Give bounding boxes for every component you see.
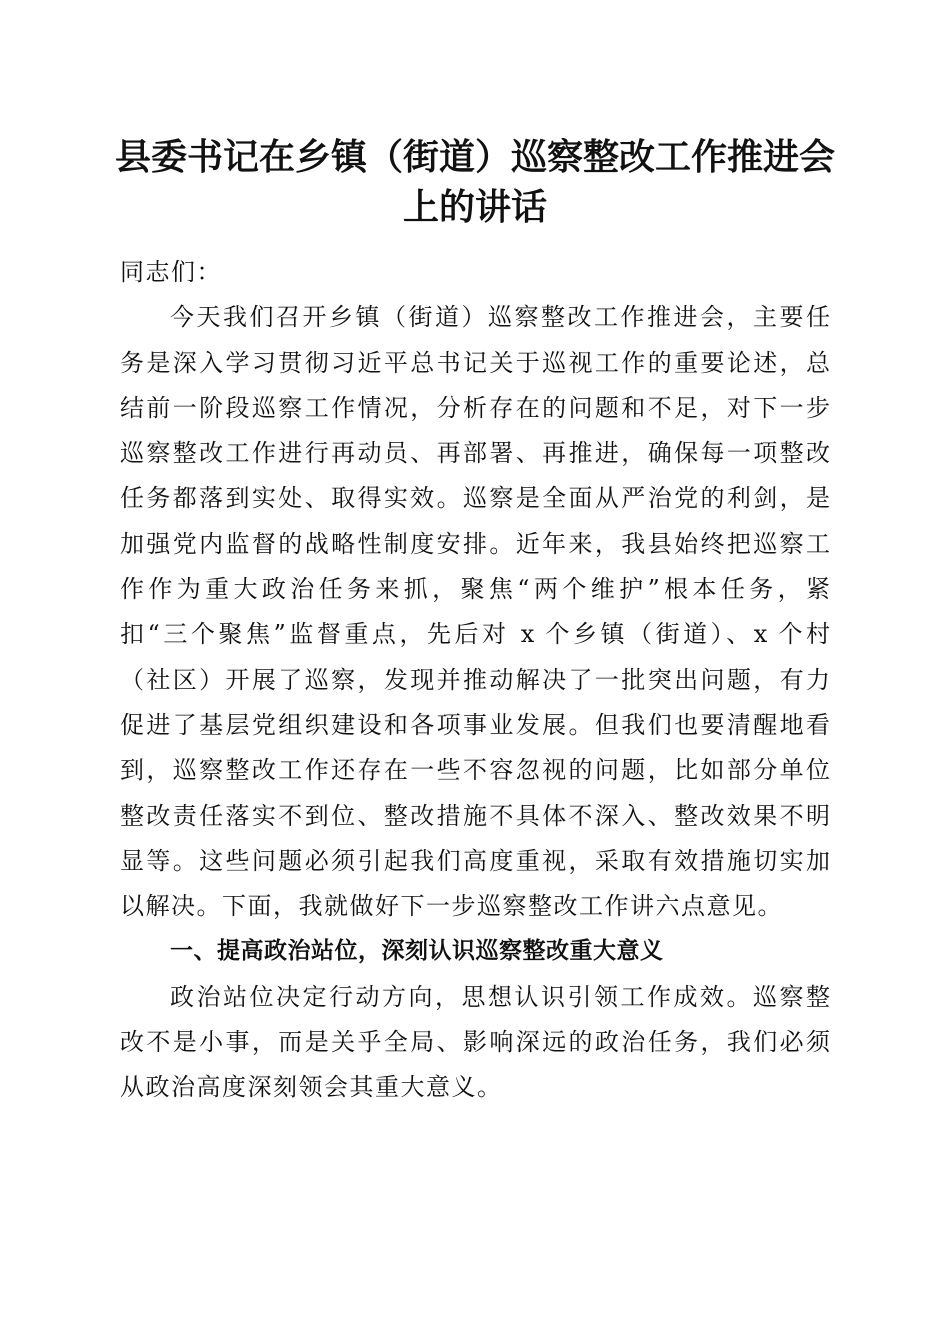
document-title: [110, 132, 840, 232]
paragraph-line: 到，巡察整改工作还存在一些不容忽视的问题，比如部分单位: [120, 756, 830, 785]
paragraph-line: 作作为重大政治任务来抓，聚焦“两个维护”根本任务，紧: [120, 575, 830, 604]
document-body: [120, 250, 830, 1111]
paragraph-line: 加强党内监督的战略性制度安排。近年来，我县始终把巡察工: [120, 529, 830, 558]
paragraph-line: 巡察整改工作进行再动员、再部署、再推进，确保每一项整改: [120, 439, 830, 468]
paragraph-line: 改不是小事，而是关乎全局、影响深远的政治任务，我们必须: [120, 1028, 830, 1057]
paragraph-line: 务是深入学习贯彻习近平总书记关于巡视工作的重要论述，总: [120, 348, 830, 377]
paragraph-line: 结前一阶段巡察工作情况，分析存在的问题和不足，对下一步: [120, 393, 830, 422]
title-line-1: 县委书记在乡镇（街道）巡察整改工作推进会: [114, 136, 835, 178]
paragraph-line: （社区）开展了巡察，发现并推动解决了一批突出问题，有力: [120, 665, 830, 694]
paragraph-line: 今天我们召开乡镇（街道）巡察整改工作推进会，主要任: [170, 303, 830, 332]
paragraph-line: 促进了基层党组织建设和各项事业发展。但我们也要清醒地看: [120, 710, 830, 739]
paragraph-line: 显等。这些问题必须引起我们高度重视，采取有效措施切实加: [120, 846, 830, 875]
paragraph-line: 整改责任落实不到位、整改措施不具体不深入、整改效果不明: [120, 801, 830, 830]
section1-paragraph: [120, 975, 830, 1111]
paragraph-line: 从政治高度深刻领会其重大意义。: [120, 1073, 503, 1102]
paragraph-line: 扣“三个聚焦”监督重点，先后对 x 个乡镇（街道）、x 个村: [120, 620, 830, 649]
paragraph-line: 任务都落到实处、取得实效。巡察是全面从严治党的利剑，是: [120, 484, 830, 513]
section-heading: 一、提高政治站位，深刻认识巡察整改重大意义: [170, 938, 664, 965]
intro-paragraph: [120, 295, 830, 929]
paragraph-line: 以解决。下面，我就做好下一步巡察整改工作讲六点意见。: [120, 892, 783, 921]
paragraph-line: 政治站位决定行动方向，思想认识引领工作成效。巡察整: [170, 982, 830, 1011]
salutation: 同志们：: [120, 258, 222, 286]
title-line-2: 上的讲话: [402, 186, 547, 228]
